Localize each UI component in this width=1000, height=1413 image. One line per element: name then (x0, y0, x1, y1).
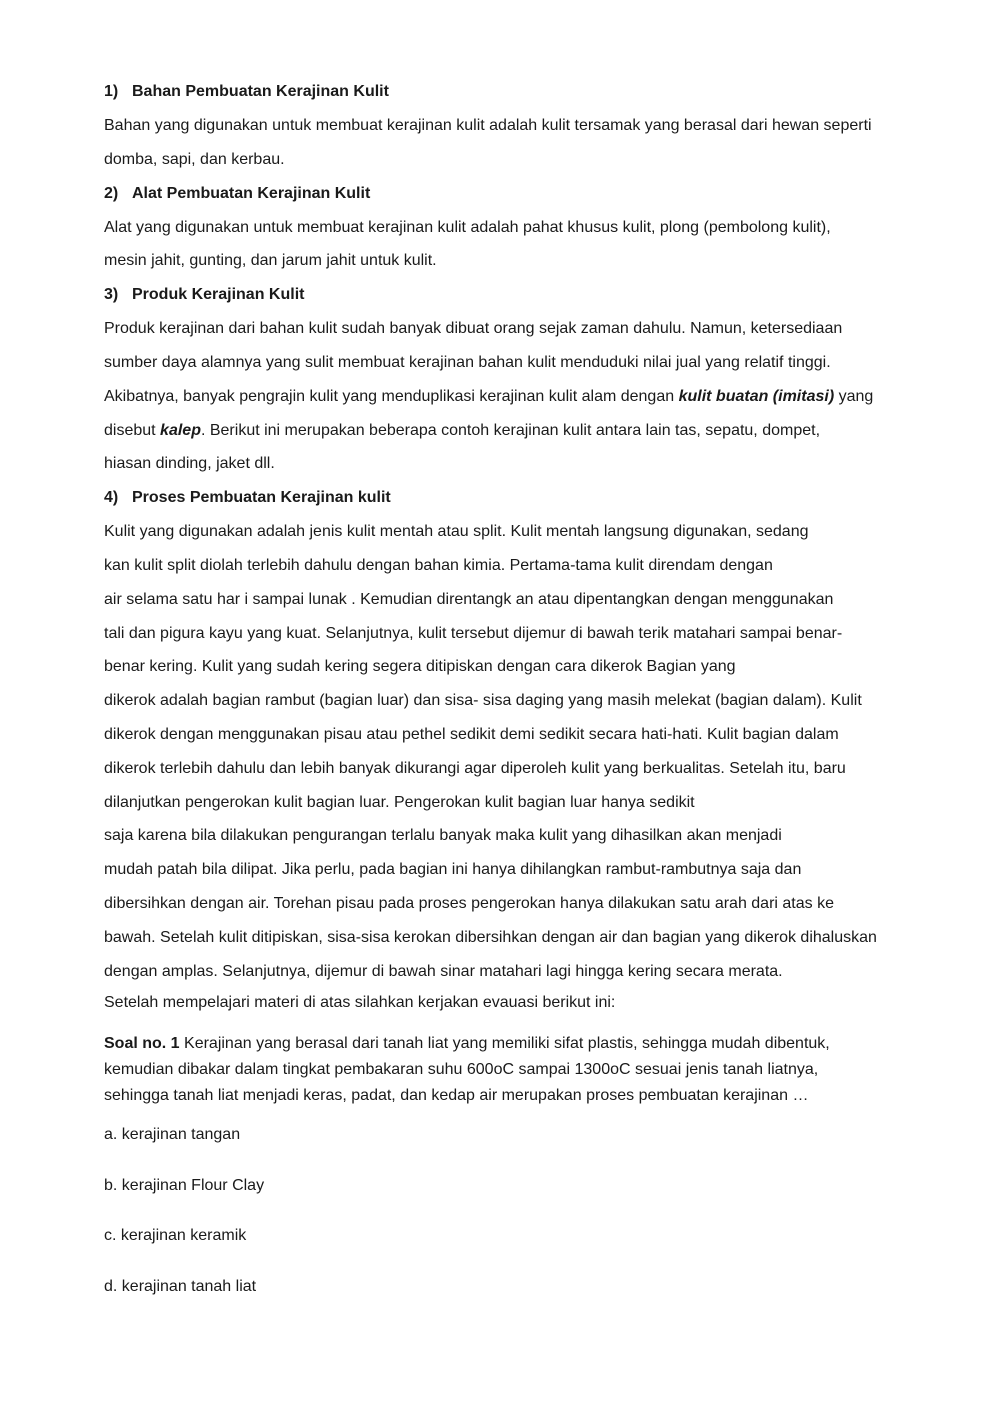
section-heading: 3) Produk Kerajinan Kulit (104, 286, 305, 304)
option-c[interactable]: c. kerajinan keramik (104, 1227, 247, 1245)
paragraph-line: dikerok terlebih dahulu dan lebih banyak dikurangi agar diperoleh kulit yang berkualitas. Setelah itu, baru (104, 759, 846, 777)
question-1 (104, 1031, 926, 1109)
option-a[interactable]: a. kerajinan tangan (104, 1126, 241, 1144)
question-line: sehingga tanah liat menjadi keras, padat, dan kedap air merupakan proses pembuatan kerajinan … (104, 1087, 809, 1105)
section-produk (104, 281, 926, 484)
section-heading: 2) Alat Pembuatan Kerajinan Kulit (104, 184, 371, 202)
paragraph-line: Alat yang digunakan untuk membuat kerajinan kulit adalah pahat khusus kulit, plong (pembolong kulit), (104, 218, 831, 236)
paragraph-line: tali dan pigura kayu yang kuat. Selanjutnya, kulit tersebut dijemur di bawah terik matahari sampai benar- (104, 624, 843, 642)
paragraph-line: saja karena bila dilakukan pengurangan terlalu banyak maka kulit yang dihasilkan akan menjadi (104, 827, 782, 845)
paragraph-line: Kulit yang digunakan adalah jenis kulit mentah atau split. Kulit mentah langsung digunakan, sedang (104, 523, 809, 541)
document-page (104, 78, 926, 1323)
section-heading: 4) Proses Pembuatan Kerajinan kulit (104, 489, 391, 507)
question-line: Soal no. 1 Kerajinan yang berasal dari tanah liat yang memiliki sifat plastis, sehingga mudah dibentuk, (104, 1035, 830, 1053)
paragraph-line: dibersihkan dengan air. Torehan pisau pada proses pengerokan hanya dilakukan satu arah dari atas ke (104, 894, 834, 912)
paragraph-line: Produk kerajinan dari bahan kulit sudah banyak dibuat orang sejak zaman dahulu. Namun, ketersediaan (104, 320, 843, 338)
paragraph-line: sumber daya alamnya yang sulit membuat kerajinan bahan kulit menduduki nilai jual yang relatif tinggi. (104, 353, 831, 371)
paragraph-line: hiasan dinding, jaket dll. (104, 455, 275, 473)
paragraph-line: Bahan yang digunakan untuk membuat kerajinan kulit adalah kulit tersamak yang berasal dari hewan seperti (104, 117, 872, 134)
answer-options (104, 1121, 926, 1323)
paragraph-line: mesin jahit, gunting, dan jarum jahit untuk kulit. (104, 252, 437, 270)
paragraph-line: mudah patah bila dilipat. Jika perlu, pada bagian ini hanya dihilangkan rambut-rambutnya saja dan (104, 861, 802, 879)
section-alat (104, 180, 926, 282)
paragraph-line: bawah. Setelah kulit ditipiskan, sisa-sisa kerokan dibersihkan dengan air dan bagian yang dikerok dihaluskan (104, 928, 877, 946)
paragraph-line: Akibatnya, banyak pengrajin kulit yang menduplikasi kerajinan kulit alam dengan kulit buatan (imitasi) yang (104, 387, 874, 405)
evaluation-intro: Setelah mempelajari materi di atas silahkan kerjakan evauasi berikut ini: (104, 994, 616, 1012)
paragraph-line: dilanjutkan pengerokan kulit bagian luar. Pengerokan kulit bagian luar hanya sedikit (104, 793, 695, 811)
section-proses (104, 484, 926, 991)
paragraph-line: dengan amplas. Selanjutnya, dijemur di bawah sinar matahari lagi hingga kering secara merata. (104, 962, 783, 980)
emphasis-kalep: kalep (160, 421, 201, 439)
option-d[interactable]: d. kerajinan tanah liat (104, 1277, 257, 1295)
paragraph-line: kan kulit split diolah terlebih dahulu dengan bahan kimia. Pertama-tama kulit direndam dengan (104, 556, 773, 574)
paragraph-line: dikerok dengan menggunakan pisau atau pethel sedikit demi sedikit secara hati-hati. Kulit bagian dalam (104, 725, 839, 743)
question-label: Soal no. 1 (104, 1035, 180, 1053)
paragraph-line: disebut kalep. Berikut ini merupakan beberapa contoh kerajinan kulit antara lain tas, sepatu, dompet, (104, 421, 821, 439)
option-b[interactable]: b. kerajinan Flour Clay (104, 1176, 265, 1194)
question-line: kemudian dibakar dalam tingkat pembakaran suhu 600oC sampai 1300oC sesuai jenis tanah liatnya, (104, 1061, 819, 1079)
paragraph-line: domba, sapi, dan kerbau. (104, 150, 285, 168)
paragraph-line: air selama satu har i sampai lunak . Kemudian direntangk an atau dipentangkan dengan menggunakan (104, 590, 834, 608)
paragraph-line: dikerok adalah bagian rambut (bagian luar) dan sisa- sisa daging yang masih melekat (bagian dalam). Kulit (104, 692, 862, 710)
emphasis-imitasi: kulit buatan (imitasi) (678, 387, 835, 405)
paragraph-line: benar kering. Kulit yang sudah kering segera ditipiskan dengan cara dikerok Bagian yang (104, 658, 736, 676)
section-heading: 1) Bahan Pembuatan Kerajinan Kulit (104, 83, 389, 100)
section-bahan (104, 78, 926, 180)
